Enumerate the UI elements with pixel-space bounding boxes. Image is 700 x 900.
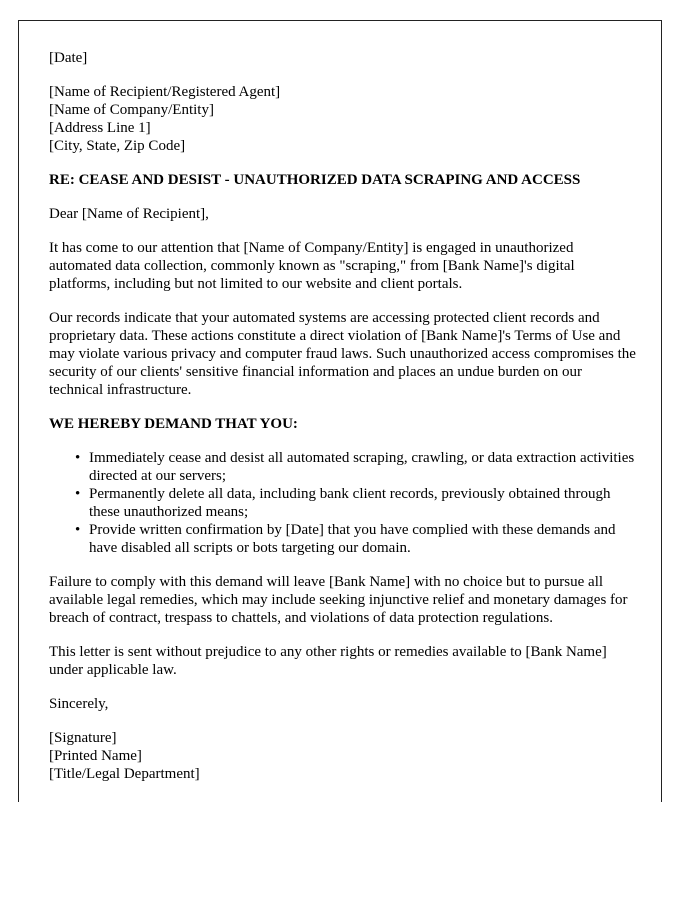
signature-line: [Signature] — [49, 730, 117, 746]
list-item — [75, 449, 639, 485]
salutation: Dear [Name of Recipient], — [49, 206, 209, 222]
printed-name: [Printed Name] — [49, 748, 142, 764]
recipient-city: [City, State, Zip Code] — [49, 138, 186, 154]
signoff: Sincerely, — [49, 696, 109, 712]
list-item — [75, 485, 639, 521]
signature-block — [49, 729, 639, 783]
demand-text: Immediately cease and desist all automated scraping, crawling, or data extraction activities directed at our servers; — [89, 450, 635, 484]
closing-paragraph: Failure to comply with this demand will leave [Bank Name] with no choice but to pursue all available legal remedies, which may include seeking injunctive relief and monetary damages for breach of contract, trespass to chattels, and violations of data protection regulations. — [49, 574, 628, 626]
recipient-address: [Address Line 1] — [49, 120, 151, 136]
subject-line: RE: CEASE AND DESIST - UNAUTHORIZED DATA SCRAPING AND ACCESS — [49, 172, 581, 188]
recipient-block — [49, 83, 639, 155]
body-paragraph: Our records indicate that your automated systems are accessing protected client records and proprietary data. These actions constitute a direct violation of [Bank Name]'s Terms of Use and may violate various privacy and computer fraud laws. Such unauthorized access compromises the security of our clients' sensitive financial information and places an undue burden on our technical infrastructure. — [49, 310, 636, 398]
letter-body — [49, 49, 639, 799]
recipient-company: [Name of Company/Entity] — [49, 102, 214, 118]
closing-paragraph: This letter is sent without prejudice to any other rights or remedies available to [Bank Name] under applicable law. — [49, 644, 607, 678]
bullet-icon: • — [75, 522, 81, 538]
body-paragraph: It has come to our attention that [Name of Company/Entity] is engaged in unauthorized automated data collection, commonly known as "scraping," from [Bank Name]'s digital platforms, including but not limited to our website and client portals. — [49, 240, 575, 292]
recipient-name: [Name of Recipient/Registered Agent] — [49, 84, 281, 100]
demand-heading: WE HEREBY DEMAND THAT YOU: — [49, 416, 298, 432]
letter-page — [18, 20, 662, 802]
bullet-icon: • — [75, 486, 81, 502]
demand-text: Permanently delete all data, including bank client records, previously obtained through these unauthorized means; — [89, 486, 611, 520]
signer-title: [Title/Legal Department] — [49, 766, 200, 782]
letter-date: [Date] — [49, 50, 88, 66]
bullet-icon: • — [75, 450, 81, 466]
demand-list — [49, 449, 639, 557]
demand-text: Provide written confirmation by [Date] that you have complied with these demands and have disabled all scripts or bots targeting our domain. — [89, 522, 616, 556]
list-item — [75, 521, 639, 557]
